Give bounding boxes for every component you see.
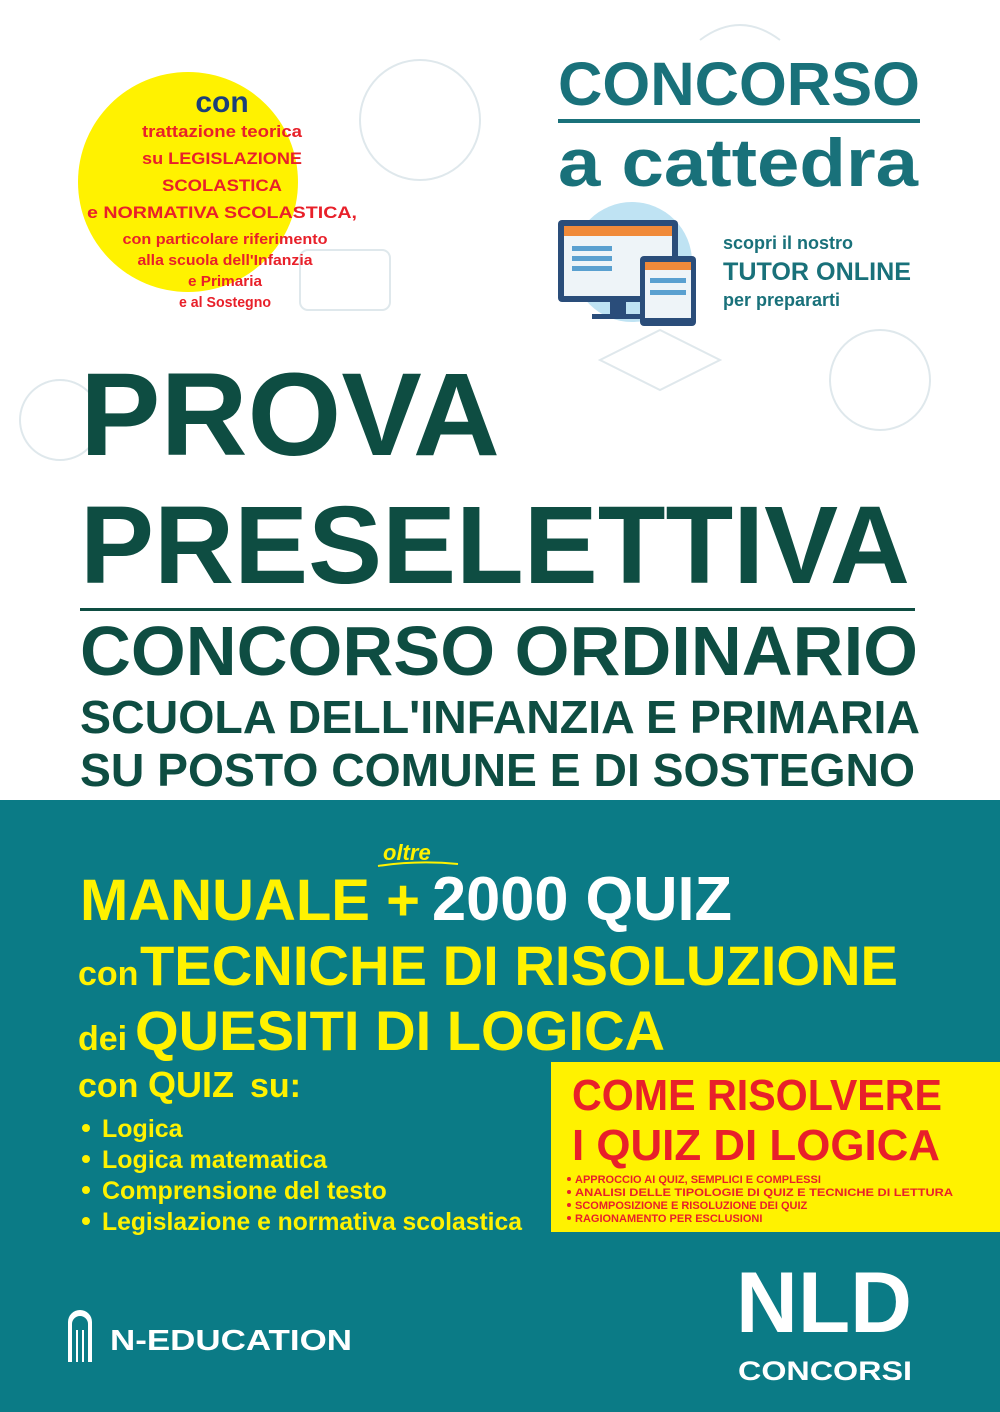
- topic-item: Logica matematica: [102, 1146, 328, 1174]
- promo-manuale: MANUALE +: [80, 868, 420, 933]
- tutor-line1: scopri il nostro: [723, 233, 854, 253]
- quiz-intro-quiz: QUIZ: [148, 1064, 234, 1105]
- logic-box: [551, 1062, 1000, 1232]
- logic-item: RAGIONAMENTO PER ESCLUSIONI: [575, 1213, 763, 1225]
- badge-line: SCOLASTICA: [162, 176, 282, 195]
- badge-con: con: [195, 86, 249, 119]
- badge-line: trattazione teorica: [142, 122, 303, 141]
- series-line2: a cattedra: [558, 125, 920, 201]
- title-divider: [80, 608, 915, 611]
- logic-item: APPROCCIO AI QUIZ, SEMPLICI E COMPLESSI: [575, 1174, 821, 1186]
- logic-title2: I QUIZ DI LOGICA: [572, 1121, 940, 1170]
- badge-line: su LEGISLAZIONE: [142, 149, 302, 168]
- subtitle-line3: SU POSTO COMUNE E DI SOSTEGNO: [80, 744, 915, 796]
- quiz-intro-con: con: [78, 1067, 139, 1105]
- brand-sub: CONCORSI: [738, 1356, 912, 1386]
- topic-item: Legislazione e normativa scolastica: [102, 1208, 524, 1236]
- promo-dei: dei: [78, 1020, 128, 1058]
- title-line1: PROVA: [80, 349, 500, 481]
- promo-quiz: 2000 QUIZ: [432, 865, 732, 934]
- topic-item: Logica: [102, 1115, 183, 1143]
- badge-line: e al Sostegno: [179, 294, 271, 311]
- series-logo: [558, 50, 920, 201]
- series-line1: CONCORSO: [558, 50, 920, 118]
- tutor-line3: per prepararti: [723, 290, 841, 310]
- badge-line: con particolare riferimento: [122, 231, 328, 248]
- promo-con: con: [78, 955, 139, 993]
- feature-badge: [78, 72, 357, 311]
- title-line2: PRESELETTIVA: [80, 484, 910, 607]
- logic-title1: COME RISOLVERE: [572, 1071, 942, 1120]
- subtitle-line2: SCUOLA DELL'INFANZIA E PRIMARIA: [80, 691, 920, 743]
- logic-item: SCOMPOSIZIONE E RISOLUZIONE DEI QUIZ: [575, 1200, 808, 1212]
- subtitle-line1: CONCORSO ORDINARIO: [80, 612, 918, 690]
- nld-logo: [736, 1255, 912, 1386]
- quiz-intro-su: su:: [250, 1067, 301, 1105]
- badge-line: e NORMATIVA SCOLASTICA,: [87, 203, 357, 222]
- logic-item: ANALISI DELLE TIPOLOGIE DI QUIZ E TECNICHE DI LETTURA: [575, 1187, 954, 1199]
- publisher-name: N-EDUCATION: [110, 1325, 352, 1357]
- tutor-line2[interactable]: TUTOR ONLINE: [723, 258, 911, 286]
- topic-item: Comprensione del testo: [102, 1177, 387, 1205]
- badge-line: alla scuola dell'Infanzia: [137, 252, 314, 269]
- promo-quesiti: QUESITI DI LOGICA: [135, 999, 665, 1062]
- promo-oltre: oltre: [383, 840, 431, 865]
- promo-tecniche: TECNICHE DI RISOLUZIONE: [140, 934, 898, 997]
- badge-line: e Primaria: [188, 273, 263, 290]
- brand-logo: NLD: [736, 1255, 912, 1351]
- computer-tablet-icon: [558, 202, 696, 326]
